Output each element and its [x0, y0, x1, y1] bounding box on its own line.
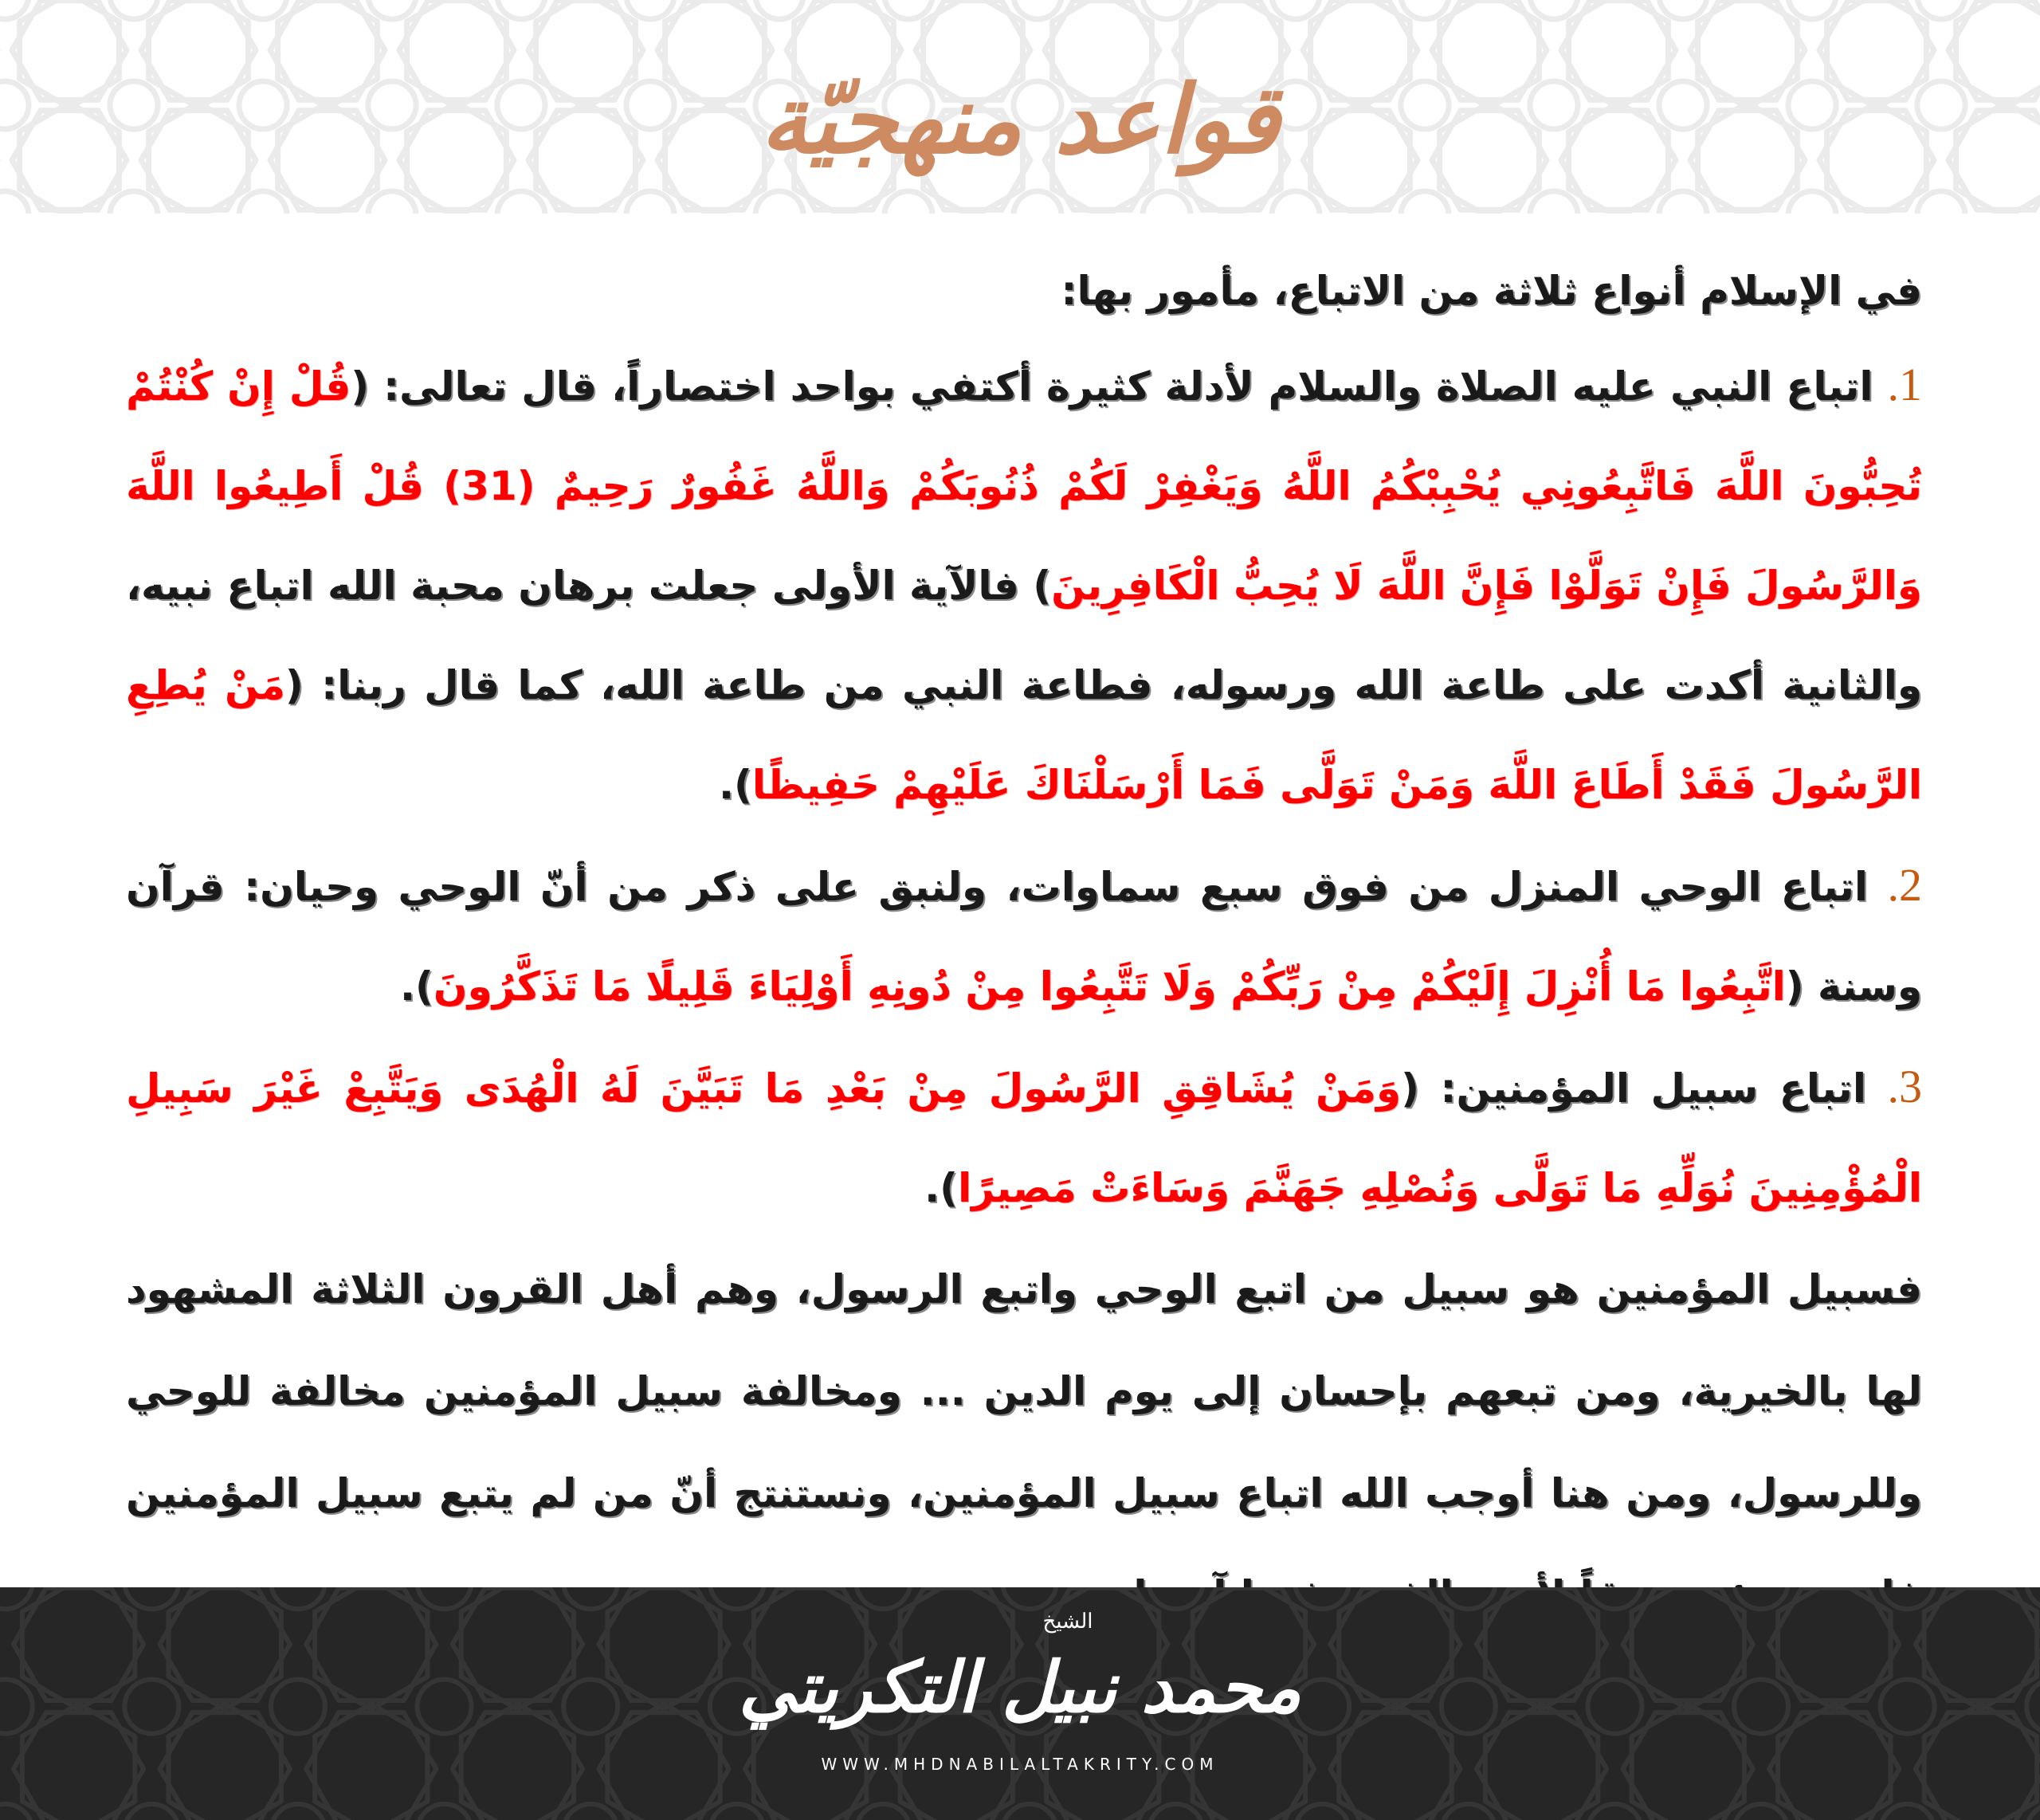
- item-text: ) فالآية الأولى جعلت برهان محبة الله اتباع نبيه، والثانية أكدت على طاعة الله ورسوله، فطاعة النبي من طاعة الله، كما قال ربنا: (: [126, 563, 1922, 708]
- article-body: [126, 247, 1922, 1646]
- pattern-star: [20, 213, 120, 214]
- pattern-star: [924, 213, 1023, 214]
- pattern-ring: [1295, 1804, 1349, 1820]
- pattern-ring: [885, 191, 932, 214]
- quran-verse: قُلْ إِنْ كُنْتُمْ تُحِبُّونَ اللَّهَ فَاتَّبِعُونِي يُحْبِبْكُمُ اللَّهُ وَيَغْفِرْ لَكُمْ ذُنُوبَكُمْ وَاللَّهُ غَفُورٌ رَحِيمٌ (31) قُلْ أَطِيعُوا اللَّهَ وَالرَّسُولَ فَإِنْ تَوَلَّوْا فَإِنَّ اللَّهَ لَا يُحِبُّ الْكَافِرِينَ: [126, 363, 1922, 609]
- website-link[interactable]: WWW.MHDNABILALTAKRITY.COM: [821, 1755, 1219, 1774]
- list-item: [126, 835, 1922, 1037]
- pattern-star: [1053, 213, 1152, 214]
- pattern-star: [1569, 213, 1669, 214]
- pattern-ring: [1002, 1587, 1057, 1609]
- pattern-ring: [1881, 1804, 1935, 1820]
- pattern-ring: [0, 1587, 33, 1609]
- pattern-star: [1182, 213, 1281, 214]
- item-text: ).: [400, 963, 434, 1010]
- pattern-star: [1440, 213, 1540, 214]
- item-number: 1.: [1887, 359, 1922, 410]
- pattern-ring: [1734, 1587, 1788, 1609]
- pattern-star: [1698, 213, 1798, 214]
- quran-verse: وَمَنْ يُشَاقِقِ الرَّسُولَ مِنْ بَعْدِ مَا تَبَيَّنَ لَهُ الْهُدَى وَيَتَّبِعْ غَيْرَ سَبِيلِ الْمُؤْمِنِينَ نُوَلِّهِ مَا تَوَلَّى وَنُصْلِهِ جَهَنَّمَ وَسَاءَتْ مَصِيرًا: [126, 1065, 1922, 1211]
- item-text: اتباع الوحي المنزل من فوق سبع سماوات، ولنبق على ذكر من أنّ الوحي وحيان: قرآن وسنة (: [126, 864, 1922, 1010]
- pattern-ring: [1295, 1587, 1349, 1609]
- pattern-ring: [124, 1587, 178, 1609]
- pattern-ring: [1917, 0, 1965, 19]
- pattern-star: [149, 213, 249, 214]
- item-text: اتباع النبي عليه الصلاة والسلام لأدلة كثيرة أكتفي بواحد اختصاراً، قال تعالى: (: [351, 363, 1888, 410]
- pattern-ring: [1530, 0, 1578, 19]
- item-text: اتباع سبيل المؤمنين: (: [1401, 1065, 1888, 1112]
- pattern-star: [278, 213, 378, 214]
- pattern-ring: [1659, 0, 1707, 19]
- pattern-ring: [1272, 191, 1320, 214]
- pattern-ring: [1401, 0, 1449, 19]
- pattern-ring: [418, 1804, 472, 1820]
- item-text: ).: [718, 762, 752, 808]
- pattern-ring: [1530, 191, 1578, 214]
- pattern-ring: [856, 1587, 910, 1609]
- pattern-ring: [1659, 191, 1707, 214]
- pattern-ring: [563, 1587, 618, 1609]
- pattern-star: [407, 213, 507, 214]
- pattern-star: [1827, 213, 1927, 214]
- pattern-ring: [626, 191, 674, 214]
- pattern-ring: [1002, 1804, 1057, 1820]
- pattern-ring: [1014, 191, 1061, 214]
- pattern-ring: [1917, 191, 1965, 214]
- footer: [0, 1587, 2040, 1820]
- quran-verse: اتَّبِعُوا مَا أُنْزِلَ إِلَيْكُمْ مِنْ رَبِّكُمْ وَلَا تَتَّبِعُوا مِنْ دُونِهِ أَوْلِيَاءَ قَلِيلًا مَا تَذَكَّرُونَ: [433, 963, 1786, 1010]
- pattern-ring: [755, 191, 803, 214]
- pattern-ring: [271, 1804, 325, 1820]
- pattern-star: [536, 213, 636, 214]
- pattern-ring: [1734, 1804, 1788, 1820]
- pattern-ring: [368, 0, 416, 19]
- pattern-ring: [497, 191, 545, 214]
- pattern-ring: [1881, 1587, 1935, 1609]
- pattern-ring: [885, 0, 932, 19]
- pattern-star: [1311, 213, 1410, 214]
- pattern-ring: [1149, 1804, 1203, 1820]
- pattern-ring: [856, 1804, 910, 1820]
- pattern-star: [794, 213, 894, 214]
- pattern-ring: [1442, 1804, 1496, 1820]
- pattern-ring: [239, 191, 287, 214]
- pattern-ring: [563, 1804, 618, 1820]
- pattern-ring: [497, 0, 545, 19]
- pattern-ring: [710, 1804, 764, 1820]
- page-title: قواعد منهجيّة: [760, 64, 1280, 175]
- pattern-ring: [1401, 191, 1449, 214]
- pattern-ring: [710, 1587, 764, 1609]
- pattern-ring: [1587, 1804, 1642, 1820]
- pattern-ring: [1587, 1587, 1642, 1609]
- closing-paragraph: فسبيل المؤمنين هو سبيل من اتبع الوحي واتبع الرسول، وهم أهل القرون الثلاثة المشهود لها بالخيرية، ومن تبعهم بإحسان إلى يوم الدين ... ومخالفة سبيل المؤمنين مخالفة للوحي وللرسول، ومن هنا أوجب الله اتباع سبيل المؤمنين، ونستنتج أنّ من لم يتبع سبيل المؤمنين: [126, 1266, 1922, 1516]
- pattern-ring: [368, 191, 416, 214]
- pattern-ring: [110, 191, 158, 214]
- pattern-ring: [418, 1587, 472, 1609]
- pattern-ring: [1788, 0, 1836, 19]
- item-number: 3.: [1887, 1061, 1922, 1112]
- pattern-ring: [1272, 0, 1320, 19]
- pattern-star: [665, 213, 765, 214]
- pattern-ring: [271, 1587, 325, 1609]
- intro-paragraph: في الإسلام أنواع ثلاثة من الاتباع، مأمور بها:: [1061, 268, 1922, 314]
- pattern-ring: [1149, 1587, 1203, 1609]
- item-text: ).: [924, 1165, 958, 1211]
- quran-verse: مَنْ يُطِعِ الرَّسُولَ فَقَدْ أَطَاعَ اللَّهَ وَمَنْ تَوَلَّى فَمَا أَرْسَلْنَاكَ عَلَيْهِمْ حَفِيظًا: [126, 662, 1922, 808]
- pattern-ring: [239, 0, 287, 19]
- pattern-ring: [626, 0, 674, 19]
- pattern-ring: [1143, 191, 1191, 214]
- pattern-ring: [755, 0, 803, 19]
- pattern-ring: [110, 0, 158, 19]
- pattern-ring: [1014, 0, 1061, 19]
- pattern-ring: [124, 1804, 178, 1820]
- item-number: 2.: [1887, 859, 1922, 911]
- sheikh-label: الشيخ: [1042, 1610, 1093, 1634]
- pattern-ring: [1442, 1587, 1496, 1609]
- author-signature: محمد نبيل التكريتي: [739, 1645, 1301, 1728]
- list-item: [126, 335, 1922, 835]
- pattern-ring: [1143, 0, 1191, 19]
- list-item: [126, 1037, 1922, 1238]
- pattern-ring: [1788, 191, 1836, 214]
